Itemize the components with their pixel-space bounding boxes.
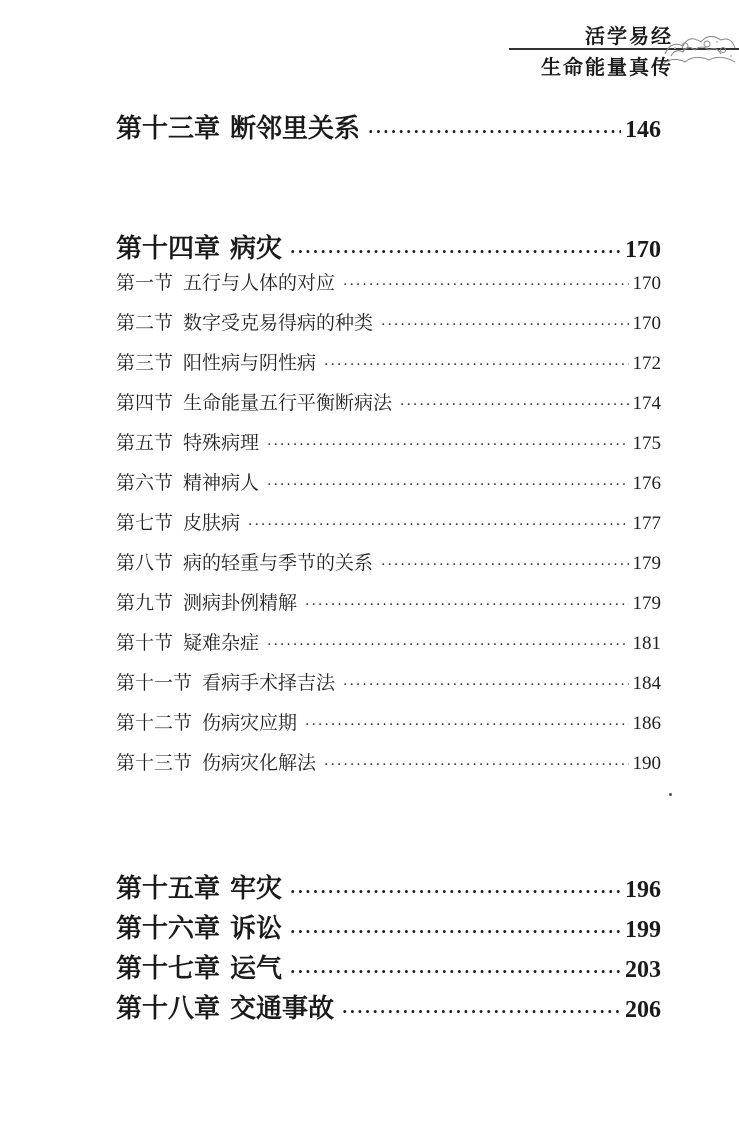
dot-leader [342, 1002, 621, 1021]
dot-leader [368, 122, 621, 141]
book-series-title: 活学易经 [585, 24, 673, 48]
chapter-title: 病灾 [230, 234, 283, 264]
section-title: 数字受克易得病的种类 [183, 312, 374, 334]
toc-entry-section[interactable] [116, 428, 661, 455]
section-number: 第十二节 [116, 712, 193, 734]
toc-entry-section[interactable] [116, 508, 661, 535]
page-number: 206 [625, 997, 661, 1023]
page-number: 174 [632, 393, 661, 414]
page-number: 170 [625, 237, 661, 263]
running-header [509, 18, 739, 78]
dot-leader [381, 557, 628, 573]
section-number: 第三节 [116, 352, 174, 374]
toc-entry-chapter-13[interactable] [116, 108, 661, 145]
dot-leader [381, 317, 628, 333]
section-number: 第五节 [116, 432, 174, 454]
dot-leader [324, 757, 628, 773]
dot-leader [290, 922, 621, 941]
toc-entry-section[interactable] [116, 268, 661, 295]
page-number: 190 [632, 753, 661, 774]
page-number: 172 [632, 353, 661, 374]
page-number: 179 [632, 553, 661, 574]
page-number: 176 [632, 473, 661, 494]
page-number: 179 [632, 593, 661, 614]
toc-entry-section[interactable] [116, 588, 661, 615]
chapter-number: 第十三章 [116, 114, 221, 144]
page-number: 170 [632, 273, 661, 294]
section-title: 测病卦例精解 [183, 592, 298, 614]
chapter-number: 第十八章 [116, 994, 221, 1024]
section-title: 看病手术择吉法 [202, 672, 336, 694]
section-number: 第八节 [116, 552, 174, 574]
dot-leader [290, 242, 621, 261]
toc-entry-section[interactable] [116, 308, 661, 335]
section-number: 第十节 [116, 632, 174, 654]
dot-leader [290, 882, 621, 901]
dot-leader [343, 277, 628, 293]
section-title: 病的轻重与季节的关系 [183, 552, 374, 574]
page-number: 175 [632, 433, 661, 454]
section-title: 生命能量五行平衡断病法 [183, 392, 393, 414]
page-number: 146 [625, 117, 661, 143]
dot-leader [267, 477, 628, 493]
toc-entry-section[interactable] [116, 708, 661, 735]
dot-leader [267, 637, 628, 653]
chapter-title: 断邻里关系 [230, 114, 361, 144]
dot-leader [305, 717, 628, 733]
dot-leader [305, 597, 628, 613]
book-subtitle: 生命能量真传 [541, 55, 673, 79]
section-number: 第十三节 [116, 752, 193, 774]
toc-entry-chapter-14[interactable] [116, 228, 661, 265]
page-number: 177 [632, 513, 661, 534]
dot-leader [290, 962, 621, 981]
chapter-title: 诉讼 [230, 914, 283, 944]
dot-leader [324, 357, 628, 373]
toc-entry-section[interactable] [116, 668, 661, 695]
page-number: 196 [625, 877, 661, 903]
section-number: 第二节 [116, 312, 174, 334]
toc-entry-chapter-16[interactable] [116, 908, 661, 945]
section-number: 第七节 [116, 512, 174, 534]
page-number: 181 [632, 633, 661, 654]
section-number: 第十一节 [116, 672, 193, 694]
section-number: 第四节 [116, 392, 174, 414]
toc-entry-chapter-17[interactable] [116, 948, 661, 985]
section-number: 第六节 [116, 472, 174, 494]
print-speck [669, 793, 672, 796]
dot-leader [400, 397, 628, 413]
page-number: 170 [632, 313, 661, 334]
section-number: 第九节 [116, 592, 174, 614]
page-number: 184 [632, 673, 661, 694]
toc-entry-section[interactable] [116, 388, 661, 415]
section-title: 阳性病与阴性病 [183, 352, 317, 374]
toc-entry-section[interactable] [116, 548, 661, 575]
chapter-title: 运气 [230, 954, 283, 984]
page-number: 199 [625, 917, 661, 943]
cloud-ornament-icon [661, 24, 739, 74]
page-number: 186 [632, 713, 661, 734]
page-number: 203 [625, 957, 661, 983]
section-number: 第一节 [116, 272, 174, 294]
section-title: 皮肤病 [183, 512, 241, 534]
dot-leader [343, 677, 628, 693]
toc-entry-section[interactable] [116, 468, 661, 495]
toc-entry-section[interactable] [116, 348, 661, 375]
chapter-title: 交通事故 [230, 994, 335, 1024]
chapter-title: 牢灾 [230, 874, 283, 904]
dot-leader [267, 437, 628, 453]
section-title: 五行与人体的对应 [183, 272, 336, 294]
chapter-number: 第十七章 [116, 954, 221, 984]
chapter-number: 第十四章 [116, 234, 221, 264]
toc-entry-section[interactable] [116, 628, 661, 655]
chapter-number: 第十六章 [116, 914, 221, 944]
section-title: 特殊病理 [183, 432, 260, 454]
section-title: 精神病人 [183, 472, 260, 494]
chapter-number: 第十五章 [116, 874, 221, 904]
toc-entry-chapter-18[interactable] [116, 988, 661, 1025]
section-title: 伤病灾应期 [202, 712, 298, 734]
toc-entry-section[interactable] [116, 748, 661, 775]
section-title: 伤病灾化解法 [202, 752, 317, 774]
section-title: 疑难杂症 [183, 632, 260, 654]
toc-entry-chapter-15[interactable] [116, 868, 661, 905]
dot-leader [248, 517, 628, 533]
